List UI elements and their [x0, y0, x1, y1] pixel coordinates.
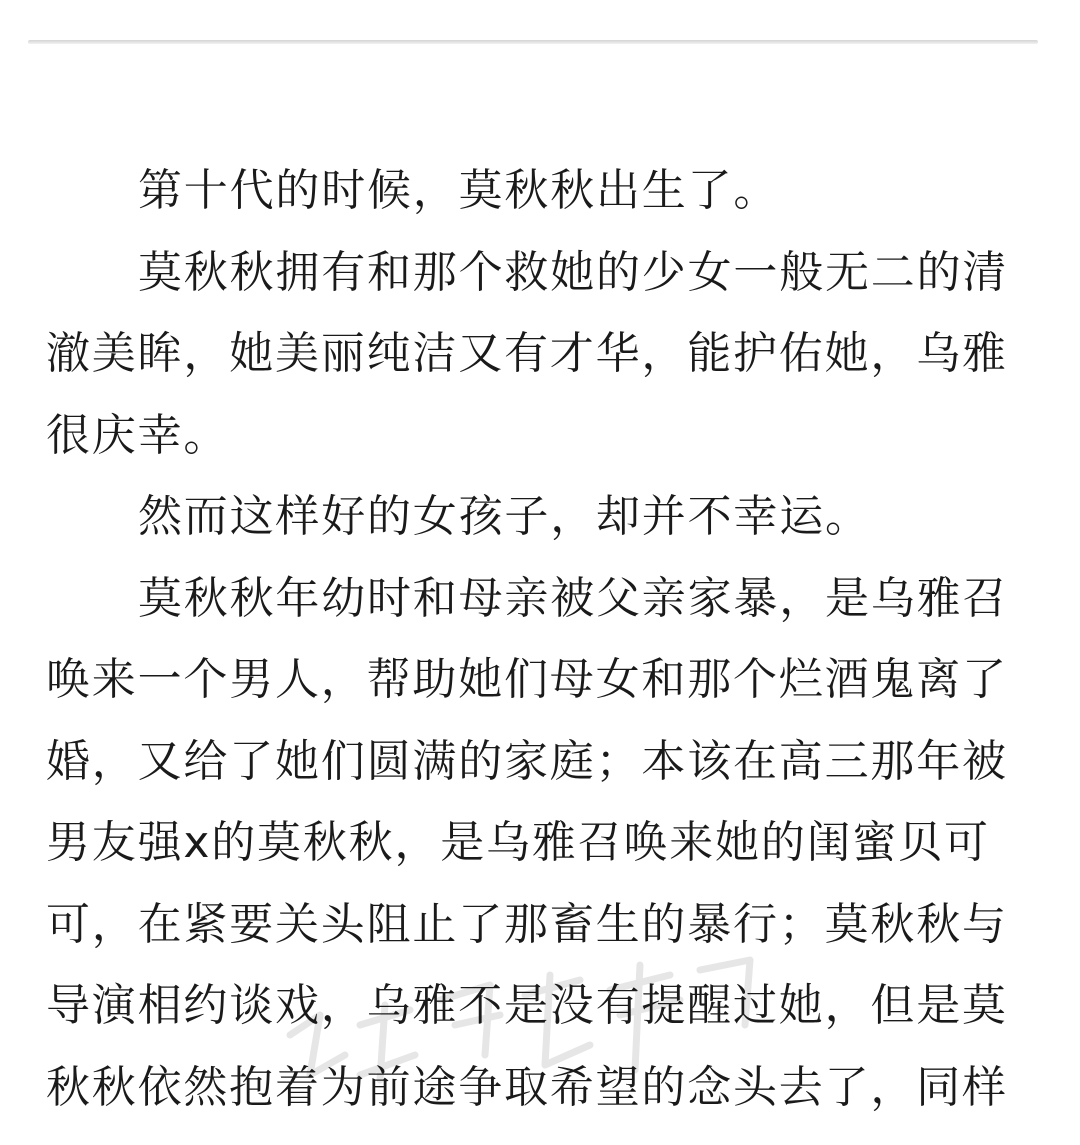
- text-line: 可，在紧要关头阻止了那畜生的暴行；莫秋秋与: [46, 898, 1008, 950]
- paragraph: [46, 232, 1036, 477]
- text-line: 唤来一个男人，帮助她们母女和那个烂酒鬼离了: [46, 654, 1008, 705]
- text-line: 莫秋秋年幼时和母亲被父亲家暴，是乌雅召: [138, 572, 1009, 624]
- text-line: 然而这样好的女孩子，却并不幸运。: [138, 491, 871, 542]
- text-line: 莫秋秋拥有和那个救她的少女一般无二的清: [138, 246, 1009, 298]
- paragraph: [46, 150, 1036, 232]
- text-line: 很庆幸。: [46, 409, 230, 461]
- text-line: 澈美眸，她美丽纯洁又有才华，能护佑她，乌雅: [46, 328, 1008, 379]
- text-line: 第十代的时候，莫秋秋出生了。: [138, 165, 780, 216]
- article-body: [46, 150, 1036, 1128]
- paragraph: [46, 558, 1036, 1129]
- text-line: 男友强x的莫秋秋，是乌雅召唤来她的闺蜜贝可: [46, 817, 990, 868]
- paragraph: [46, 476, 1036, 558]
- top-divider: [28, 40, 1038, 44]
- text-line: 秋秋依然抱着为前途争取希望的念头去了，同样: [46, 1061, 1008, 1113]
- text-line: 导演相约谈戏，乌雅不是没有提醒过她，但是莫: [46, 980, 1008, 1031]
- text-line: 婚，又给了她们圆满的家庭；本该在高三那年被: [46, 735, 1008, 787]
